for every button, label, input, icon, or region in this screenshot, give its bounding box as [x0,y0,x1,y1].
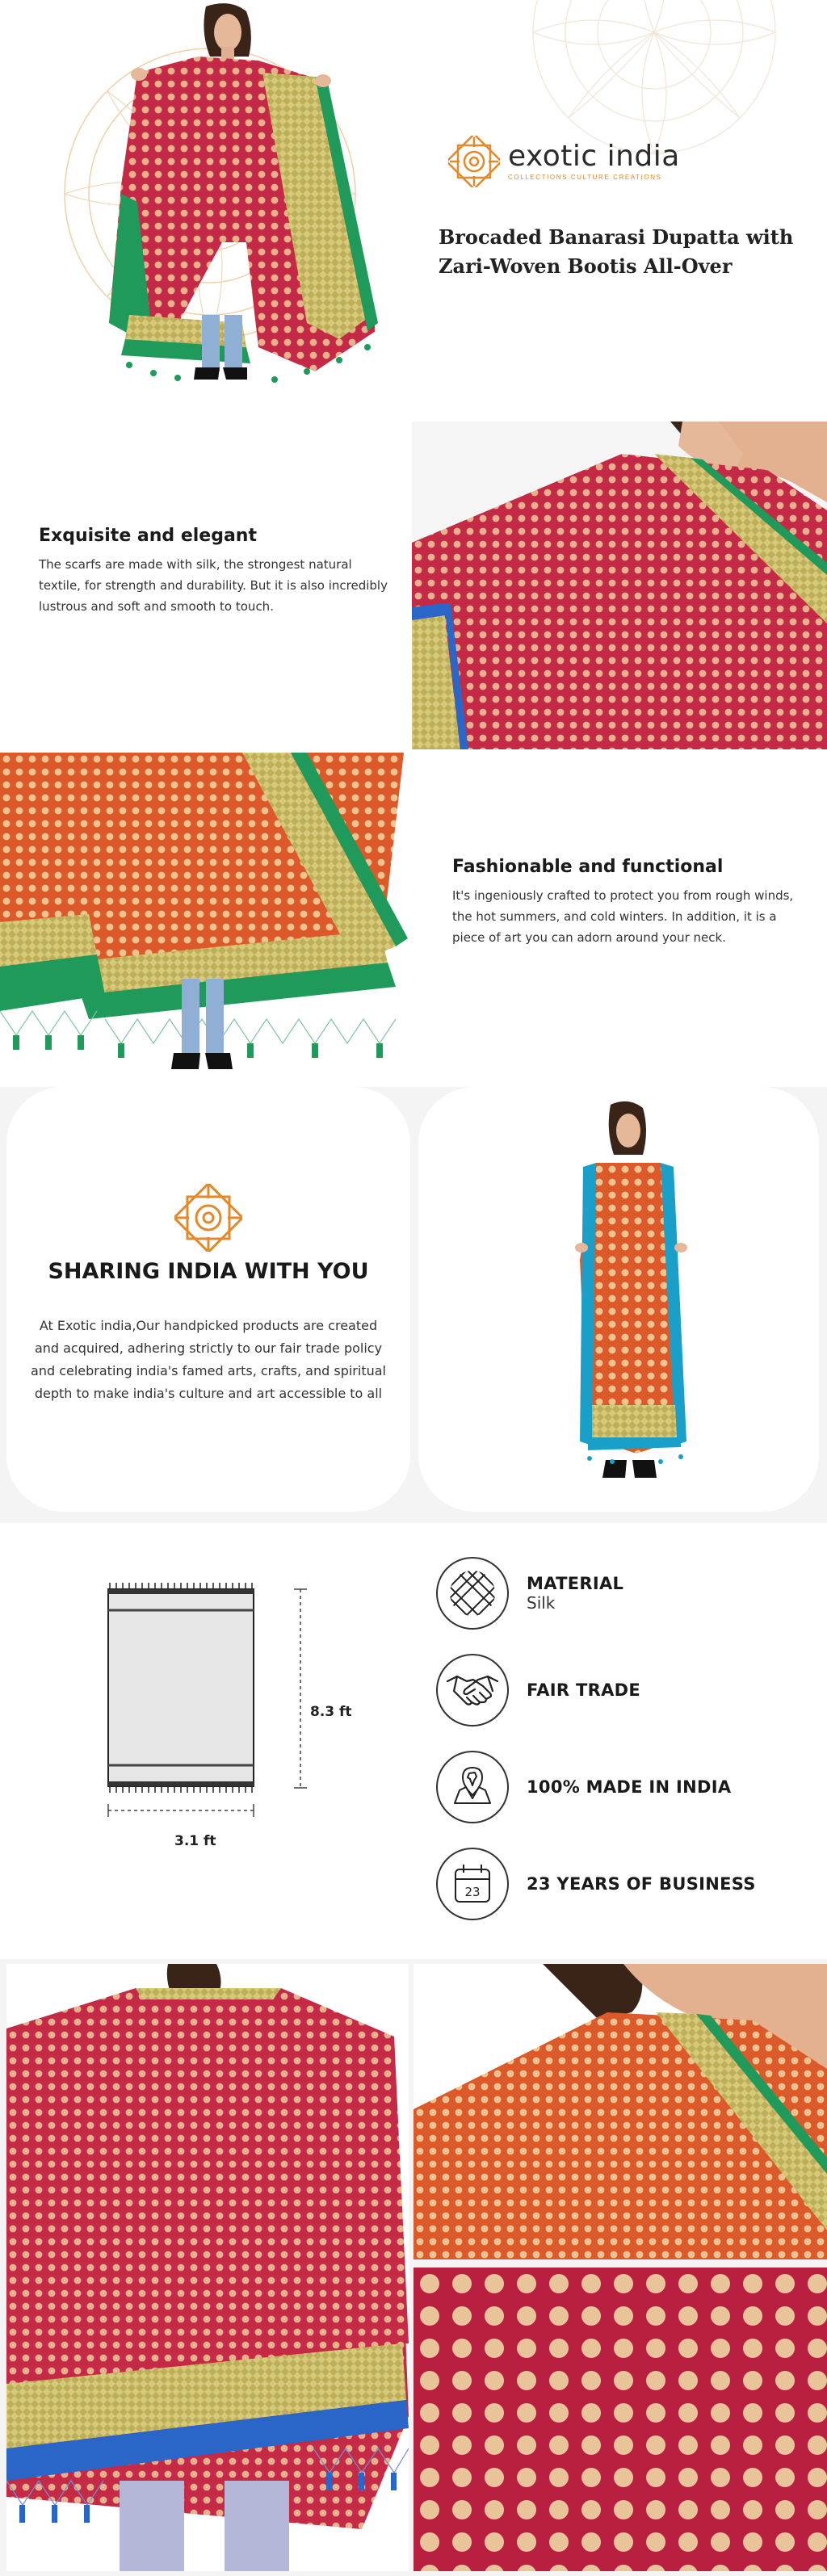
gallery-image-shoulder-view [414,1964,827,2259]
spec-item-material [436,1557,623,1630]
feature-section-functional [0,749,827,1087]
brand-mandala-icon [448,136,500,187]
brand-name: exotic india [508,140,680,173]
sharing-card [6,1087,410,1512]
india-map-pin-icon [436,1751,509,1823]
sharing-title: SHARING INDIA WITH YOU [48,1259,369,1284]
spec-value: Silk [527,1593,556,1613]
width-dimension-label: 3.1 ft [174,1833,216,1849]
gallery-image-fabric-closeup [414,2268,827,2571]
sharing-body: At Exotic india,Our handpicked products are created and acquired, adhering strictly to our fair trade policy and celebrating india's famed arts, crafts, and spiritual depth to make india's culture and art accessible to all [31,1318,386,1401]
spec-item-years-of-business [436,1848,756,1920]
fabric-weave-icon [436,1557,509,1630]
spec-label: FAIR TRADE [527,1680,641,1700]
calendar-icon [436,1848,509,1920]
product-model-image-teal [515,1098,725,1502]
product-gallery-section [0,1959,827,2576]
spec-label: 100% MADE IN INDIA [527,1777,732,1797]
dupatta-drape-image [0,753,412,1084]
handshake-icon [436,1654,509,1726]
product-model-image [48,0,388,396]
feature-body: It's ingeniously crafted to protect you from rough winds, the hot summers, and cold winters. In addition, it is a piece of art you can adorn around your neck. [452,888,794,945]
product-title: Brocaded Banarasi Dupatta with Zari-Woven Bootis All-Over [439,225,794,278]
spec-label: 23 YEARS OF BUSINESS [527,1874,756,1894]
feature-section-elegant [0,410,827,749]
brand-mandala-icon [174,1184,242,1252]
calendar-number: 23 [464,1885,481,1899]
dupatta-shoulder-image [412,422,827,749]
spec-item-made-in-india [436,1751,731,1823]
length-dimension-label: 8.3 ft [310,1704,352,1720]
gallery-image-back-view [6,1964,409,2571]
spec-item-fair-trade [436,1654,640,1726]
feature-title: Fashionable and functional [452,857,724,877]
brand-logo[interactable] [448,136,680,187]
brand-tagline: COLLECTIONS.CULTURE.CREATIONS [508,174,662,181]
sharing-india-section [0,1087,827,1523]
hero-section [0,0,827,396]
model-card [418,1087,819,1512]
feature-title: Exquisite and elegant [39,526,257,546]
spec-label: MATERIAL [527,1574,624,1593]
product-specs-section [0,1523,827,1959]
feature-body: The scarfs are made with silk, the strongest natural textile, for strength and durability. But it is also incredibly lustrous and soft and smooth to touch. [39,557,388,614]
